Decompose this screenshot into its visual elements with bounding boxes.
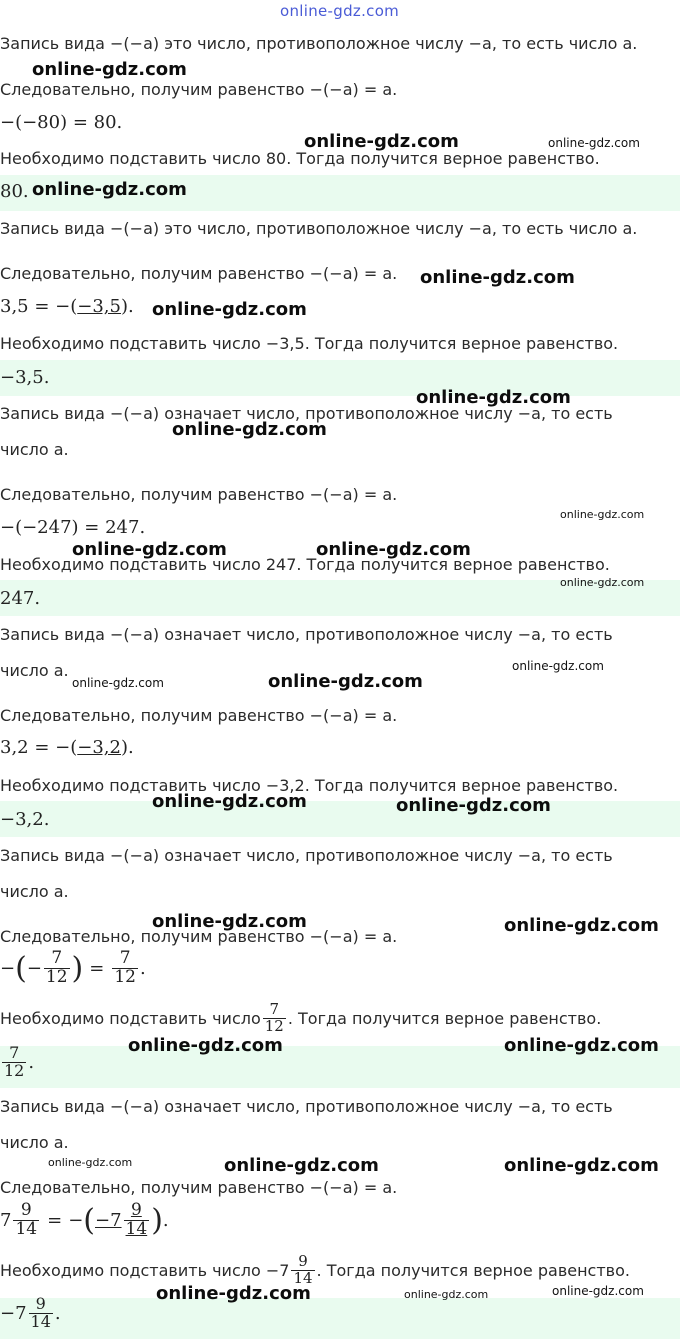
fraction: [13, 1202, 39, 1239]
definition-text: Запись вида −(−a) означает число, противоположное числу −a, то есть: [0, 625, 613, 644]
substitution-text: Необходимо подставить число −3,5. Тогда получится верное равенство.: [0, 334, 619, 353]
equation-answer-slot: −3,5: [77, 296, 121, 317]
watermark: online-gdz.com: [548, 136, 640, 150]
conclusion-text: Следовательно, получим равенство −(−a) = a.: [0, 927, 398, 946]
conclusion-text: Следовательно, получим равенство −(−a) = a.: [0, 706, 398, 725]
minus-sign: −: [68, 1209, 84, 1231]
fraction: [124, 1202, 150, 1239]
substitution-text: Необходимо подставить число 80. Тогда получится верное равенство.: [0, 149, 600, 168]
equation-answer-slot: [95, 1202, 151, 1239]
definition-text: Запись вида −(−a) означает число, противоположное числу −a, то есть: [0, 1097, 613, 1116]
watermark: online-gdz.com: [404, 1288, 489, 1301]
numerator: 9: [20, 1200, 32, 1220]
watermark: online-gdz.com: [512, 659, 604, 673]
period: .: [54, 1302, 61, 1324]
watermark: online-gdz.com: [504, 1155, 659, 1176]
numerator: 9: [298, 1252, 308, 1270]
fraction: [263, 1002, 286, 1035]
equation: [0, 950, 146, 987]
open-paren: (: [15, 950, 27, 986]
equation-right: ).: [120, 296, 134, 317]
watermark: online-gdz.com: [152, 911, 307, 932]
equation-left: 3,5 = −(: [0, 296, 78, 317]
watermark: online-gdz.com: [152, 791, 307, 812]
denominator: 14: [125, 1218, 148, 1239]
watermark: online-gdz.com: [280, 2, 400, 20]
substitution-suffix: . Тогда получится верное равенство.: [287, 1008, 602, 1028]
watermark: online-gdz.com: [32, 179, 187, 200]
watermark: online-gdz.com: [224, 1155, 379, 1176]
denominator: 14: [30, 1311, 51, 1331]
conclusion-text: Следовательно, получим равенство −(−a) = a.: [0, 1178, 398, 1197]
open-paren: (: [83, 1202, 95, 1238]
conclusion-text: Следовательно, получим равенство −(−a) = a.: [0, 485, 398, 504]
substitution-prefix: Необходимо подставить число: [0, 1008, 261, 1028]
whole-part: −7: [0, 1302, 27, 1324]
equation: [0, 296, 134, 317]
substitution-text: Необходимо подставить число −3,2. Тогда получится верное равенство.: [0, 776, 619, 795]
definition-text: Запись вида −(−a) это число, противоположное числу −a, то есть число a.: [0, 34, 638, 53]
equation-left: 3,2 = −(: [0, 737, 78, 758]
denominator: 14: [293, 1268, 313, 1287]
answer: 247.: [0, 588, 41, 609]
definition-text-cont: число a.: [0, 1133, 69, 1152]
watermark: online-gdz.com: [268, 671, 423, 692]
answer: −3,5.: [0, 367, 50, 388]
conclusion-text: Следовательно, получим равенство −(−a) = a.: [0, 80, 398, 99]
fraction: [112, 950, 138, 987]
whole-part: −7: [95, 1209, 122, 1231]
watermark: online-gdz.com: [72, 539, 227, 560]
definition-text-cont: число a.: [0, 882, 69, 901]
denominator: 12: [45, 966, 68, 987]
substitution-prefix: Необходимо подставить число −7: [0, 1260, 290, 1280]
watermark: online-gdz.com: [552, 1284, 644, 1298]
answer: [0, 1296, 61, 1331]
period: .: [28, 1051, 35, 1073]
substitution-text: [0, 1002, 601, 1035]
substitution-suffix: . Тогда получится верное равенство.: [316, 1260, 630, 1280]
watermark: online-gdz.com: [504, 1035, 659, 1056]
answer-band: [0, 801, 680, 837]
numerator: 9: [130, 1200, 142, 1220]
watermark: online-gdz.com: [396, 795, 551, 816]
equation-right: ).: [120, 737, 134, 758]
watermark: online-gdz.com: [316, 539, 471, 560]
definition-text-cont: число a.: [0, 440, 69, 459]
watermark: online-gdz.com: [152, 299, 307, 320]
close-paren: ): [71, 950, 84, 986]
period: .: [140, 957, 146, 979]
equals-sign: =: [47, 1209, 63, 1231]
fraction: [29, 1296, 53, 1331]
numerator: 7: [269, 1000, 280, 1018]
definition-text-cont: число a.: [0, 661, 69, 680]
answer-band: [0, 360, 680, 396]
equation: −(−247) = 247.: [0, 517, 146, 538]
minus-sign: −: [0, 957, 16, 979]
definition-text: Запись вида −(−a) это число, противоположное числу −a, то есть число a.: [0, 219, 638, 238]
numerator: 7: [51, 948, 63, 968]
fraction: [291, 1254, 314, 1287]
whole-part: 7: [0, 1209, 12, 1231]
definition-text: Запись вида −(−a) означает число, противоположное числу −a, то есть: [0, 404, 613, 423]
answer: 80.: [0, 181, 29, 202]
period: .: [162, 1209, 169, 1231]
watermark: online-gdz.com: [560, 508, 645, 521]
fraction: [2, 1045, 26, 1080]
watermark: online-gdz.com: [128, 1035, 283, 1056]
denominator: 12: [264, 1016, 284, 1035]
conclusion-text: Следовательно, получим равенство −(−a) = a.: [0, 264, 398, 283]
equation-answer-slot: −3,2: [77, 737, 121, 758]
numerator: 7: [119, 948, 131, 968]
watermark: online-gdz.com: [172, 419, 327, 440]
equals-sign: =: [89, 957, 105, 979]
equation: [0, 737, 134, 758]
close-paren: ): [151, 1202, 163, 1238]
fraction: [44, 950, 70, 987]
minus-sign: −: [26, 957, 42, 979]
numerator: 7: [9, 1043, 20, 1062]
substitution-text: [0, 1254, 630, 1287]
definition-text: Запись вида −(−a) означает число, противоположное числу −a, то есть: [0, 846, 613, 865]
substitution-text: Необходимо подставить число 247. Тогда получится верное равенство.: [0, 555, 610, 574]
watermark: online-gdz.com: [48, 1156, 133, 1169]
watermark: online-gdz.com: [416, 387, 571, 408]
watermark: online-gdz.com: [304, 131, 459, 152]
denominator: 14: [15, 1218, 38, 1239]
numerator: 9: [35, 1294, 46, 1313]
equation: −(−80) = 80.: [0, 112, 123, 133]
watermark: online-gdz.com: [560, 576, 645, 589]
watermark: online-gdz.com: [72, 676, 164, 690]
answer: [0, 1045, 34, 1080]
watermark: online-gdz.com: [32, 59, 187, 80]
watermark: online-gdz.com: [504, 915, 659, 936]
answer: −3,2.: [0, 809, 50, 830]
watermark: online-gdz.com: [156, 1283, 311, 1304]
denominator: 12: [114, 966, 136, 987]
equation: [0, 1202, 169, 1239]
denominator: 12: [4, 1060, 25, 1080]
watermark: online-gdz.com: [420, 267, 575, 288]
